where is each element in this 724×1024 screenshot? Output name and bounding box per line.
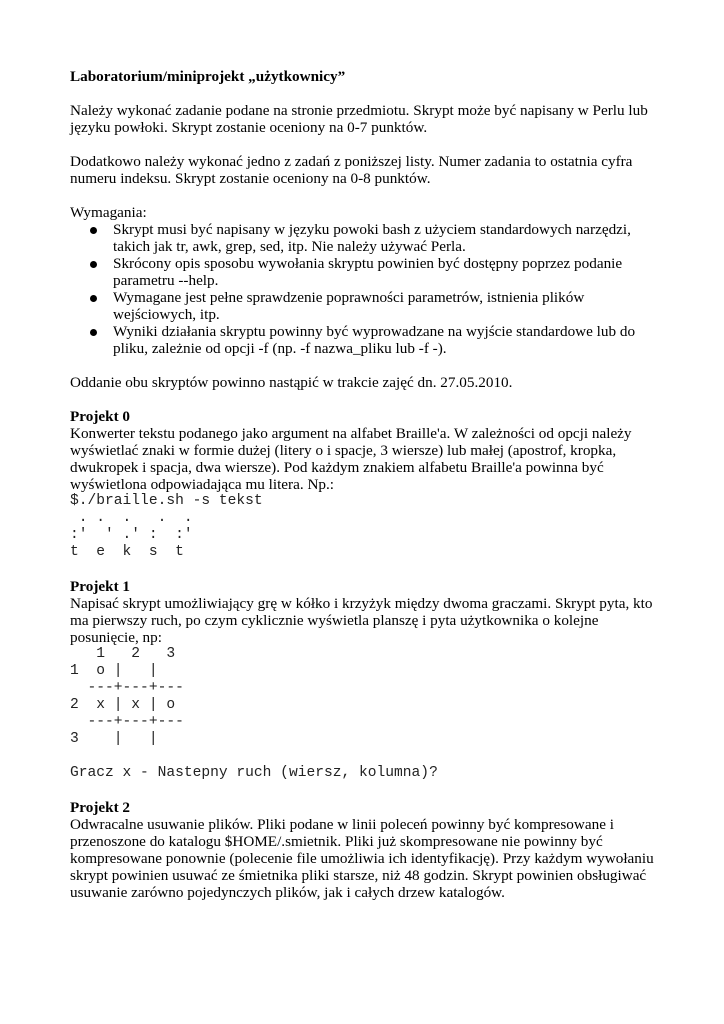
- project-0-section: [70, 408, 670, 561]
- requirement-item: Skrócony opis sposobu wywołania skryptu powinien być dostępny poprzez podanie parametru --help.: [113, 255, 670, 289]
- document-page: [70, 68, 670, 901]
- intro-paragraph-extra: Dodatkowo należy wykonać jedno z zadań z poniższej listy. Numer zadania to ostatnia cyfra numeru indeksu. Skrypt zostanie oceniony na 0-8 punktów.: [70, 153, 633, 187]
- requirement-item: Skrypt musi być napisany w języku powoki bash z użyciem standardowych narzędzi, takich jak tr, awk, grep, sed, itp. Nie należy używać Perla.: [113, 221, 670, 255]
- project-0-heading: Projekt 0: [70, 408, 131, 425]
- requirement-item: Wyniki działania skryptu powinny być wyprowadzane na wyjście standardowe lub do pliku, zależnie od opcji -f (np. -f nazwa_pliku lub -f -).: [113, 323, 670, 357]
- intro-paragraph-main: Należy wykonać zadanie podane na stronie przedmiotu. Skrypt może być napisany w Perlu lub języku powłoki. Skrypt zostanie oceniony na 0-7 punktów.: [70, 102, 648, 136]
- project-1-heading: Projekt 1: [70, 578, 131, 595]
- document-title: Laboratorium/miniprojekt „użytkownicy”: [70, 68, 346, 85]
- requirements-list: [70, 221, 670, 357]
- deadline-paragraph: Oddanie obu skryptów powinno nastąpić w trakcie zajęć dn. 27.05.2010.: [70, 374, 513, 391]
- project-1-description: Napisać skrypt umożliwiający grę w kółko i krzyżyk między dwoma graczami. Skrypt pyta, kto ma pierwszy ruch, po czym cyklicznie wyświetla planszę i pyta użytkownika o kolejne posunięcie, np:: [70, 595, 653, 646]
- requirement-item: Wymagane jest pełne sprawdzenie poprawności parametrów, istnienia plików wejściowych, itp.: [113, 289, 670, 323]
- project-2-heading: Projekt 2: [70, 799, 131, 816]
- project-2-section: [70, 799, 670, 901]
- requirements-heading: Wymagania:: [70, 204, 147, 221]
- project-0-code-example: $./braille.sh -s tekst . . . . . :' ' .' : :' t e k s t: [70, 493, 263, 560]
- project-2-description: Odwracalne usuwanie plików. Pliki podane w linii poleceń powinny być kompresowane i przenoszone do katalogu $HOME/.smietnik. Pliki już skompresowane nie powinny być kompresowane ponownie (polecenie file umożliwia ich identyfikację). Przy każdym wywołaniu skrypt powinien usuwać ze śmietnika pliki starsze, niż 48 godzin. Skrypt powinien obsługiwać usuwanie zarówno pojedynczych plików, jak i całych drzew katalogów.: [70, 816, 654, 901]
- project-1-code-example: 1 2 3 1 o | | ---+---+--- 2 x | x | o ---+---+--- 3 | | Gracz x - Nastepny ruch (wiersz, kolumna)?: [70, 646, 438, 781]
- project-0-description: Konwerter tekstu podanego jako argument na alfabet Braille'a. W zależności od opcji należy wyświetlać znaki w formie dużej (litery o i spacje, 3 wiersze) lub małej (apostrof, kropka, dwukropek i spacja, dwa wiersze). Pod każdym znakiem alfabetu Braille'a powinna być wyświetlona odpowiadająca mu litera. Np.:: [70, 425, 632, 493]
- project-1-section: [70, 578, 670, 782]
